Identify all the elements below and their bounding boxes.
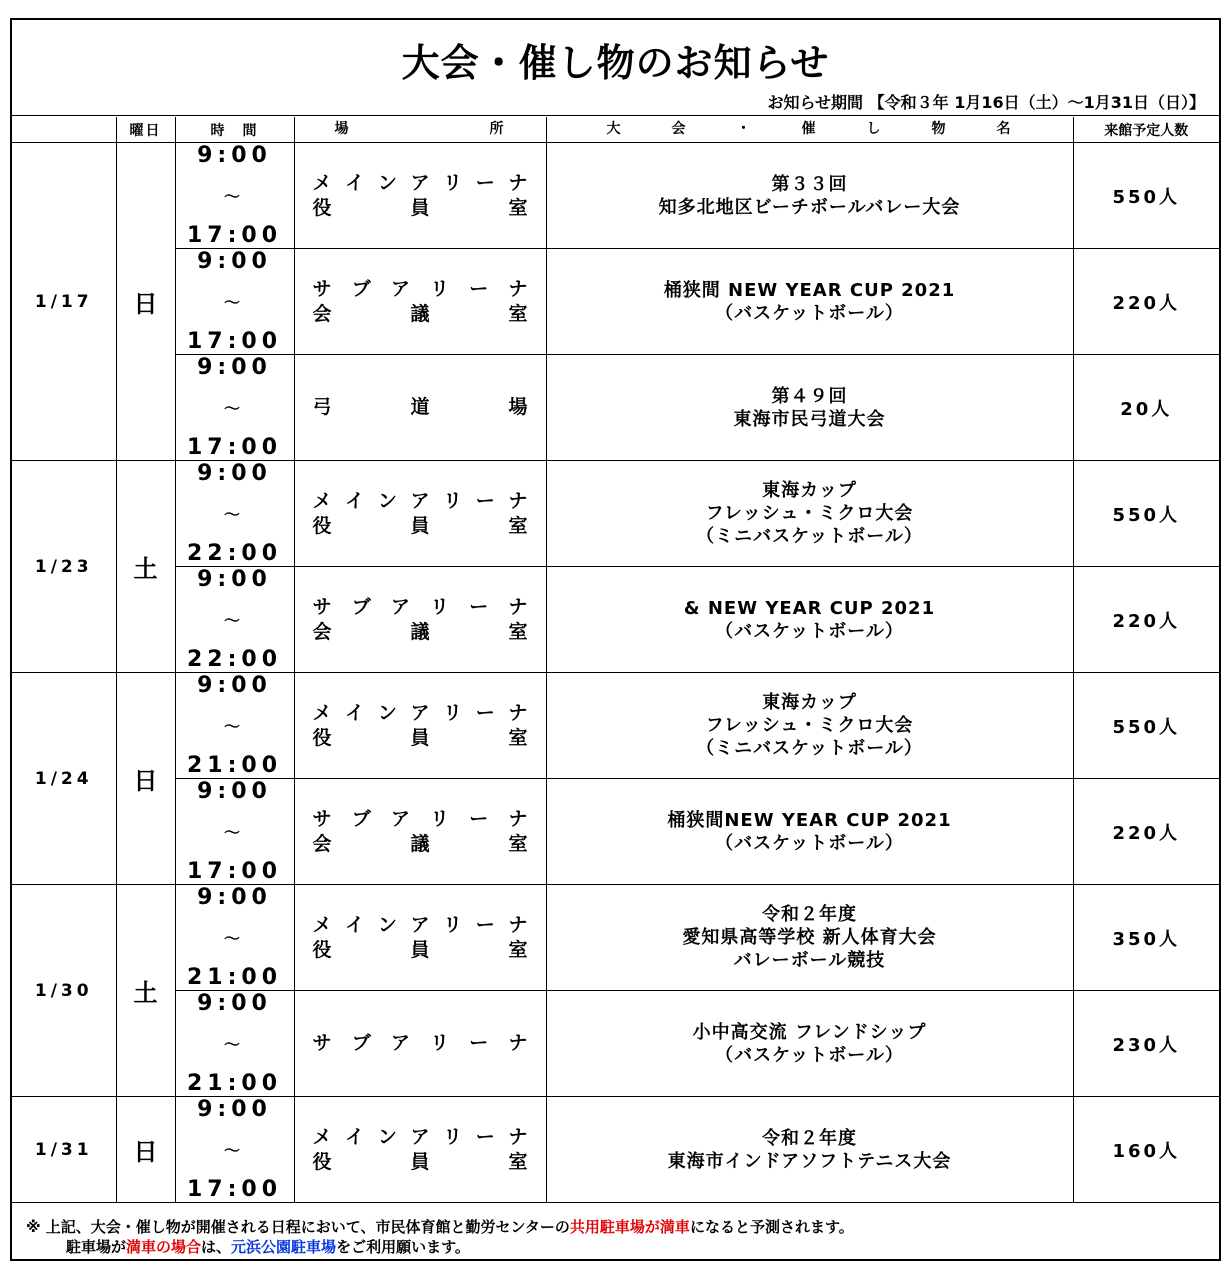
- venue-char: 員: [410, 514, 430, 537]
- event-cell: [546, 249, 1073, 355]
- venue-char: ブ: [351, 1032, 371, 1054]
- parking-note-line-2: [26, 1237, 854, 1257]
- start-time: 9:00: [197, 461, 272, 486]
- venue-char: 議: [410, 832, 430, 855]
- event-line: 第３３回: [771, 173, 848, 195]
- date-cell: 1/30: [12, 885, 116, 1097]
- venue-char: ー: [469, 807, 489, 830]
- venue-lines: [295, 395, 546, 420]
- venue-line: [313, 1150, 528, 1175]
- venue-char: 室: [508, 1150, 528, 1173]
- venue-char: リ: [430, 595, 450, 618]
- time-range: [176, 143, 294, 248]
- header-venue: [294, 117, 546, 143]
- venue-char: 室: [508, 726, 528, 749]
- venue-cell: [294, 249, 546, 355]
- venue-char: ア: [410, 1125, 430, 1148]
- date-cell: 1/24: [12, 673, 116, 885]
- header-event-char: 物: [931, 121, 948, 137]
- header-event-char: 名: [996, 121, 1013, 137]
- venue-char: 役: [312, 514, 332, 537]
- header-event-char: 会: [671, 121, 688, 137]
- venue-char: ナ: [508, 807, 528, 830]
- event-cell: [546, 991, 1073, 1097]
- venue-char: リ: [443, 1125, 463, 1148]
- table-row: [12, 885, 1219, 991]
- venue-char: サ: [312, 807, 332, 830]
- venue-char: リ: [430, 1032, 450, 1054]
- header-venue-char: 所: [489, 121, 506, 137]
- venue-char: ン: [377, 913, 397, 936]
- time-range: [176, 885, 294, 990]
- time-range: [176, 1097, 294, 1202]
- venue-char: 員: [410, 726, 430, 749]
- attendance-cell: 550人: [1073, 143, 1219, 249]
- event-cell: [546, 673, 1073, 779]
- venue-char: 議: [410, 620, 430, 643]
- venue-char: リ: [443, 913, 463, 936]
- event-line: 小中高交流 フレンドシップ: [692, 1021, 927, 1043]
- venue-char: 員: [410, 1150, 430, 1173]
- start-time: 9:00: [197, 567, 272, 592]
- venue-line: [313, 171, 528, 196]
- venue-char: メ: [312, 489, 332, 512]
- venue-char: ア: [410, 171, 430, 194]
- time-separator: ～: [223, 505, 245, 524]
- header-time: 時 間: [175, 117, 294, 143]
- time-cell: [175, 143, 294, 249]
- table-row: [12, 673, 1219, 779]
- venue-cell: [294, 1097, 546, 1203]
- event-line: 桶狭間NEW YEAR CUP 2021: [667, 809, 952, 831]
- time-separator: ～: [223, 717, 245, 736]
- venue-char: ー: [469, 277, 489, 300]
- venue-cell: [294, 779, 546, 885]
- venue-line: [313, 620, 528, 645]
- venue-char: 室: [508, 938, 528, 961]
- header-event-char: 大: [606, 121, 623, 137]
- venue-char: ナ: [508, 1125, 528, 1148]
- event-line: & NEW YEAR CUP 2021: [683, 597, 936, 619]
- venue-char: ア: [390, 595, 410, 618]
- venue-line: [313, 395, 528, 420]
- venue-char: 役: [312, 938, 332, 961]
- time-cell: [175, 355, 294, 461]
- note-text: 駐車場が: [66, 1238, 127, 1256]
- start-time: 9:00: [197, 779, 272, 804]
- venue-lines: [295, 701, 546, 751]
- venue-char: ー: [475, 1125, 495, 1148]
- venue-char: サ: [312, 595, 332, 618]
- parking-note: [26, 1217, 854, 1257]
- event-line: 知多北地区ビーチボールバレー大会: [658, 196, 961, 218]
- venue-char: ー: [469, 1032, 489, 1054]
- end-time: 21:00: [186, 753, 283, 778]
- table-row: [12, 249, 1219, 355]
- table-header-row: [12, 117, 1219, 143]
- venue-char: 室: [508, 302, 528, 325]
- event-cell: [546, 143, 1073, 249]
- header-venue-char: 場: [334, 121, 351, 137]
- venue-char: ア: [410, 489, 430, 512]
- attendance-cell: 230人: [1073, 991, 1219, 1097]
- event-line: （ミニバスケットボール）: [696, 738, 923, 759]
- venue-char: ア: [390, 1032, 410, 1054]
- note-text: をご利用願います。: [336, 1238, 470, 1256]
- venue-line: [313, 489, 528, 514]
- venue-char: ナ: [508, 277, 528, 300]
- venue-char: ー: [475, 913, 495, 936]
- end-time: 17:00: [186, 859, 283, 884]
- venue-char: リ: [430, 807, 450, 830]
- venue-char: イ: [345, 489, 365, 512]
- highlight-text: 元浜公園駐車場: [231, 1238, 337, 1256]
- venue-char: ー: [475, 171, 495, 194]
- venue-lines: [295, 277, 546, 327]
- header-event-char: 催: [801, 121, 818, 137]
- start-time: 9:00: [197, 249, 272, 274]
- venue-cell: [294, 673, 546, 779]
- venue-char: イ: [345, 913, 365, 936]
- venue-char: 議: [410, 302, 430, 325]
- event-line: 東海市民弓道大会: [733, 408, 886, 430]
- end-time: 21:00: [186, 965, 283, 990]
- venue-char: ナ: [508, 1032, 528, 1054]
- date-cell: 1/31: [12, 1097, 116, 1203]
- event-line: 第４９回: [771, 385, 848, 407]
- venue-char: 会: [312, 832, 332, 855]
- table-row: [12, 461, 1219, 567]
- time-separator: ～: [223, 611, 245, 630]
- attendance-cell: 220人: [1073, 779, 1219, 885]
- venue-char: リ: [443, 701, 463, 724]
- weekday-cell: 土: [116, 885, 175, 1097]
- time-cell: [175, 567, 294, 673]
- end-time: 17:00: [186, 223, 283, 248]
- attendance-cell: 220人: [1073, 567, 1219, 673]
- notice-period: お知らせ期間 【令和３年 1月16日（土）～1月31日（日）】: [767, 93, 1205, 112]
- venue-char: 弓: [312, 396, 332, 418]
- attendance-cell: 350人: [1073, 885, 1219, 991]
- attendance-cell: 550人: [1073, 673, 1219, 779]
- venue-char: ブ: [351, 807, 371, 830]
- venue-char: サ: [312, 277, 332, 300]
- notice-sheet: [10, 18, 1221, 1261]
- venue-char: 員: [410, 938, 430, 961]
- venue-char: リ: [443, 171, 463, 194]
- event-line: フレッシュ・ミクロ大会: [705, 715, 914, 736]
- time-range: [176, 461, 294, 566]
- header-event-char: ・: [736, 121, 753, 137]
- event-line: （バスケットボール）: [715, 832, 904, 854]
- time-cell: [175, 1097, 294, 1203]
- start-time: 9:00: [197, 1097, 272, 1122]
- venue-line: [313, 832, 528, 857]
- venue-char: ア: [410, 701, 430, 724]
- venue-char: ナ: [508, 595, 528, 618]
- title-divider: [12, 115, 1219, 116]
- start-time: 9:00: [197, 673, 272, 698]
- highlight-text: 満車の場合: [126, 1238, 202, 1256]
- event-line: （バスケットボール）: [715, 302, 904, 324]
- venue-char: ア: [390, 277, 410, 300]
- table-row: [12, 567, 1219, 673]
- time-range: [176, 355, 294, 460]
- venue-char: メ: [312, 1125, 332, 1148]
- venue-char: ン: [377, 489, 397, 512]
- venue-line: [313, 807, 528, 832]
- time-range: [176, 779, 294, 884]
- venue-line: [313, 196, 528, 221]
- venue-line: [313, 726, 528, 751]
- venue-cell: [294, 885, 546, 991]
- time-cell: [175, 991, 294, 1097]
- time-range: [176, 991, 294, 1096]
- table-row: [12, 355, 1219, 461]
- date-cell: 1/17: [12, 143, 116, 461]
- highlight-text: 共用駐車場が満車: [569, 1218, 690, 1236]
- event-line: 令和２年度: [762, 904, 857, 925]
- venue-char: 場: [508, 396, 528, 418]
- time-cell: [175, 673, 294, 779]
- time-separator: ～: [223, 1035, 245, 1054]
- attendance-cell: 20人: [1073, 355, 1219, 461]
- event-line: （バスケットボール）: [715, 1044, 904, 1066]
- schedule-table: [12, 117, 1219, 1203]
- weekday-cell: 日: [116, 673, 175, 885]
- venue-cell: [294, 461, 546, 567]
- table-row: [12, 143, 1219, 249]
- time-cell: [175, 461, 294, 567]
- venue-char: ナ: [508, 701, 528, 724]
- venue-line: [313, 1031, 528, 1056]
- end-time: 21:00: [186, 1071, 283, 1096]
- venue-line: [313, 938, 528, 963]
- venue-char: 道: [410, 396, 430, 418]
- venue-lines: [295, 1125, 546, 1175]
- start-time: 9:00: [197, 885, 272, 910]
- venue-line: [313, 277, 528, 302]
- venue-char: メ: [312, 913, 332, 936]
- event-cell: [546, 779, 1073, 885]
- venue-char: ナ: [508, 489, 528, 512]
- venue-char: ナ: [508, 171, 528, 194]
- event-line: 東海市インドアソフトテニス大会: [667, 1150, 952, 1172]
- venue-cell: [294, 143, 546, 249]
- event-cell: [546, 461, 1073, 567]
- table-row: [12, 779, 1219, 885]
- time-cell: [175, 249, 294, 355]
- venue-char: 役: [312, 1150, 332, 1173]
- event-cell: [546, 1097, 1073, 1203]
- venue-lines: [295, 171, 546, 221]
- venue-char: 室: [508, 620, 528, 643]
- header-date: [12, 117, 116, 143]
- venue-char: 室: [508, 196, 528, 219]
- venue-char: メ: [312, 701, 332, 724]
- table-row: [12, 1097, 1219, 1203]
- venue-char: ン: [377, 171, 397, 194]
- venue-char: イ: [345, 1125, 365, 1148]
- venue-lines: [295, 489, 546, 539]
- time-separator: ～: [223, 293, 245, 312]
- end-time: 22:00: [186, 647, 283, 672]
- venue-cell: [294, 991, 546, 1097]
- venue-line: [313, 1125, 528, 1150]
- parking-note-line-1: [26, 1217, 854, 1237]
- venue-lines: [295, 913, 546, 963]
- venue-char: ー: [475, 489, 495, 512]
- venue-char: 会: [312, 302, 332, 325]
- page-title: 大会・催し物のお知らせ: [401, 41, 830, 85]
- venue-char: サ: [312, 1032, 332, 1054]
- event-cell: [546, 885, 1073, 991]
- venue-char: ブ: [351, 277, 371, 300]
- venue-char: ナ: [508, 913, 528, 936]
- venue-cell: [294, 355, 546, 461]
- start-time: 9:00: [197, 143, 272, 168]
- venue-line: [313, 302, 528, 327]
- note-text: になると予測されます。: [689, 1218, 854, 1236]
- venue-char: 員: [410, 196, 430, 219]
- time-cell: [175, 779, 294, 885]
- venue-char: ー: [475, 701, 495, 724]
- attendance-cell: 160人: [1073, 1097, 1219, 1203]
- venue-lines: [295, 1031, 546, 1056]
- attendance-cell: 550人: [1073, 461, 1219, 567]
- venue-char: ン: [377, 1125, 397, 1148]
- venue-char: 会: [312, 620, 332, 643]
- end-time: 17:00: [186, 329, 283, 354]
- venue-char: メ: [312, 171, 332, 194]
- venue-char: 室: [508, 514, 528, 537]
- header-count: 来館予定人数: [1073, 117, 1219, 143]
- attendance-cell: 220人: [1073, 249, 1219, 355]
- venue-char: 役: [312, 196, 332, 219]
- event-line: フレッシュ・ミクロ大会: [705, 503, 914, 524]
- note-text: ※ 上記、大会・催し物が開催される日程において、市民体育館と勤労センターの: [26, 1218, 570, 1236]
- date-cell: 1/23: [12, 461, 116, 673]
- venue-line: [313, 514, 528, 539]
- time-separator: ～: [223, 399, 245, 418]
- time-separator: ～: [223, 1141, 245, 1160]
- weekday-cell: 土: [116, 461, 175, 673]
- start-time: 9:00: [197, 355, 272, 380]
- venue-char: ブ: [351, 595, 371, 618]
- time-range: [176, 249, 294, 354]
- venue-char: ア: [390, 807, 410, 830]
- venue-char: 室: [508, 832, 528, 855]
- venue-lines: [295, 595, 546, 645]
- venue-char: イ: [345, 701, 365, 724]
- event-line: 愛知県高等学校 新人体育大会: [682, 927, 937, 948]
- venue-char: ー: [469, 595, 489, 618]
- start-time: 9:00: [197, 991, 272, 1016]
- header-event: [546, 117, 1073, 143]
- event-line: 令和２年度: [762, 1127, 857, 1149]
- event-line: バレーボール競技: [733, 950, 886, 971]
- weekday-cell: 日: [116, 143, 175, 461]
- event-line: （ミニバスケットボール）: [696, 526, 923, 547]
- venue-char: リ: [430, 277, 450, 300]
- venue-char: リ: [443, 489, 463, 512]
- end-time: 17:00: [186, 435, 283, 460]
- event-cell: [546, 567, 1073, 673]
- venue-line: [313, 595, 528, 620]
- venue-lines: [295, 807, 546, 857]
- time-separator: ～: [223, 187, 245, 206]
- time-cell: [175, 885, 294, 991]
- venue-char: 役: [312, 726, 332, 749]
- time-range: [176, 567, 294, 672]
- time-separator: ～: [223, 929, 245, 948]
- time-range: [176, 673, 294, 778]
- table-row: [12, 991, 1219, 1097]
- venue-cell: [294, 567, 546, 673]
- note-text: は、: [201, 1238, 232, 1256]
- event-line: 東海カップ: [762, 480, 857, 501]
- header-dow: 曜日: [116, 117, 175, 143]
- header-event-char: し: [866, 121, 883, 137]
- end-time: 22:00: [186, 541, 283, 566]
- venue-char: ア: [410, 913, 430, 936]
- event-line: 桶狭間 NEW YEAR CUP 2021: [663, 279, 956, 301]
- event-line: 東海カップ: [762, 692, 857, 713]
- event-cell: [546, 355, 1073, 461]
- venue-char: ン: [377, 701, 397, 724]
- venue-line: [313, 701, 528, 726]
- weekday-cell: 日: [116, 1097, 175, 1203]
- end-time: 17:00: [186, 1177, 283, 1202]
- event-line: （バスケットボール）: [715, 620, 904, 642]
- venue-line: [313, 913, 528, 938]
- time-separator: ～: [223, 823, 245, 842]
- venue-char: イ: [345, 171, 365, 194]
